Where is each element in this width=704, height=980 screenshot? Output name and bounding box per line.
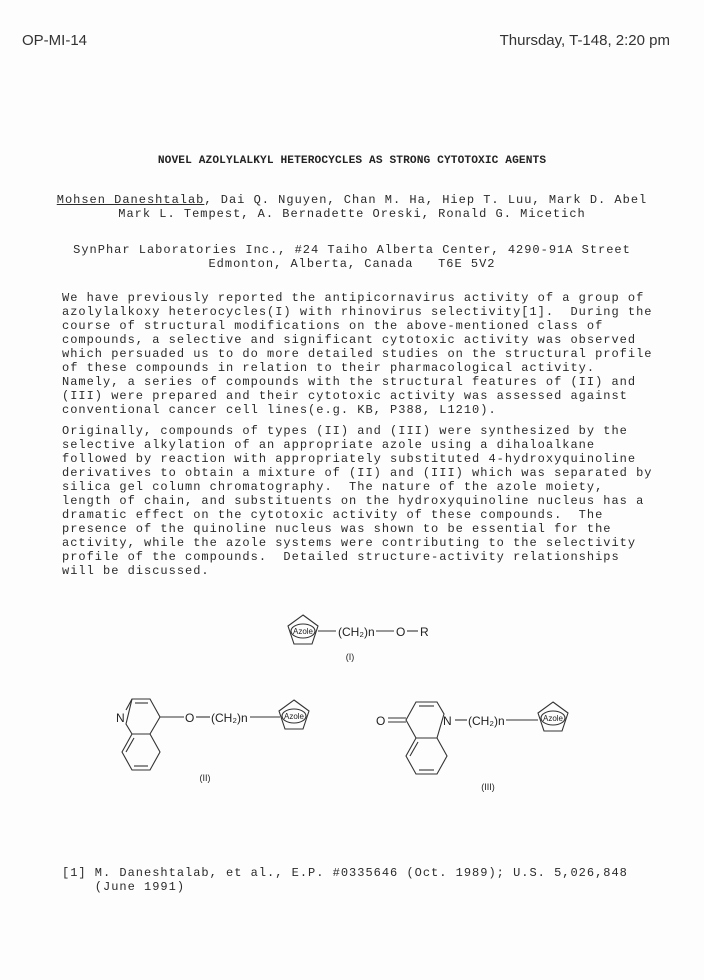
azole-ring-icon [538, 702, 568, 731]
abstract-title: NOVEL AZOLYLALKYL HETEROCYCLES AS STRONG CYTOTOXIC AGENTS [157, 155, 547, 167]
oxygen-label: O [185, 711, 195, 725]
author-line-2: Mark L. Tempest, A. Bernadette Oreski, Ronald G. Micetich [118, 207, 586, 221]
structure-label: (II) [199, 773, 211, 783]
text-line: azolylalkoxy heterocycles(I) with rhinovirus selectivity[1]. During the [62, 305, 653, 319]
structure-II [116, 699, 309, 783]
oxygen-label: O [376, 714, 386, 728]
chain-label: (CH₂)n [338, 625, 375, 639]
nitrogen-label: N [443, 714, 452, 728]
session-time: Thursday, T-148, 2:20 pm [499, 32, 670, 49]
session-code: OP-MI-14 [22, 32, 88, 49]
text-line: dramatic effect on the cytotoxic activity of these compounds. The [62, 508, 604, 522]
text-line: of these compounds in relation to their pharmacological activity. [62, 361, 596, 375]
structure-label: (III) [481, 782, 495, 792]
text-line: which persuaded us to do more detailed studies on the structural profile [62, 347, 653, 361]
text-line: course of structural modifications on the above-mentioned class of [62, 319, 604, 333]
footnote-line-2: (June 1991) [62, 880, 186, 894]
affiliation-line-1: SynPhar Laboratories Inc., #24 Taiho Alberta Center, 4290-91A Street [73, 243, 631, 257]
chain-label: (CH₂)n [211, 711, 248, 725]
nitrogen-label: N [116, 711, 125, 725]
text-line: selective alkylation of an appropriate azole using a dihaloalkane [62, 438, 596, 452]
text-line: will be discussed. [62, 564, 210, 578]
footnote [62, 866, 628, 894]
chain-label: (CH₂)n [468, 714, 505, 728]
text-line: Originally, compounds of types (II) and (III) were synthesized by the [62, 424, 628, 438]
text-line: followed by reaction with appropriately substituted 4-hydroxyquinoline [62, 452, 637, 466]
text-line: derivatives to obtain a mixture of (II) and (III) which was separated by [62, 466, 653, 480]
r-group-label: R [420, 625, 429, 639]
text-line: We have previously reported the antipicornavirus activity of a group of [62, 291, 645, 305]
text-line: activity, while the azole systems were contributing to the selectivity [62, 536, 637, 550]
text-line: length of chain, and substituents on the hydroxyquinoline nucleus has a [62, 494, 645, 508]
text-line: profile of the compounds. Detailed structure-activity relationships [62, 550, 620, 564]
azole-ring-icon [288, 615, 318, 644]
text-line: presence of the quinoline nucleus was shown to be essential for the [62, 522, 612, 536]
presenting-author: Mohsen Daneshtalab [56, 193, 205, 207]
azole-label: Azole [542, 714, 564, 723]
azole-label: Azole [292, 627, 314, 636]
structure-I [288, 615, 429, 662]
structure-III [376, 702, 568, 792]
structure-label: (I) [345, 652, 355, 662]
text-line: silica gel column chromatography. The nature of the azole moiety, [62, 480, 604, 494]
azole-ring-icon [279, 700, 309, 729]
text-line: (III) were prepared and their cytotoxic activity was assessed against [62, 389, 628, 403]
text-line: Namely, a series of compounds with the structural features of (II) and [62, 375, 637, 389]
text-line: conventional cancer cell lines(e.g. KB, P388, L1210). [62, 403, 497, 417]
azole-label: Azole [283, 712, 305, 721]
affiliation-line-2: Edmonton, Alberta, Canada T6E 5V2 [208, 257, 496, 271]
oxygen-label: O [396, 625, 406, 639]
text-line: compounds, a selective and significant cytotoxic activity was observed [62, 333, 637, 347]
footnote-line-1: [1] M. Daneshtalab, et al., E.P. #0335646 (Oct. 1989); U.S. 5,026,848 [62, 866, 628, 880]
authors-rest: , Dai Q. Nguyen, Chan M. Ha, Hiep T. Luu, Mark D. Abel [204, 193, 648, 207]
